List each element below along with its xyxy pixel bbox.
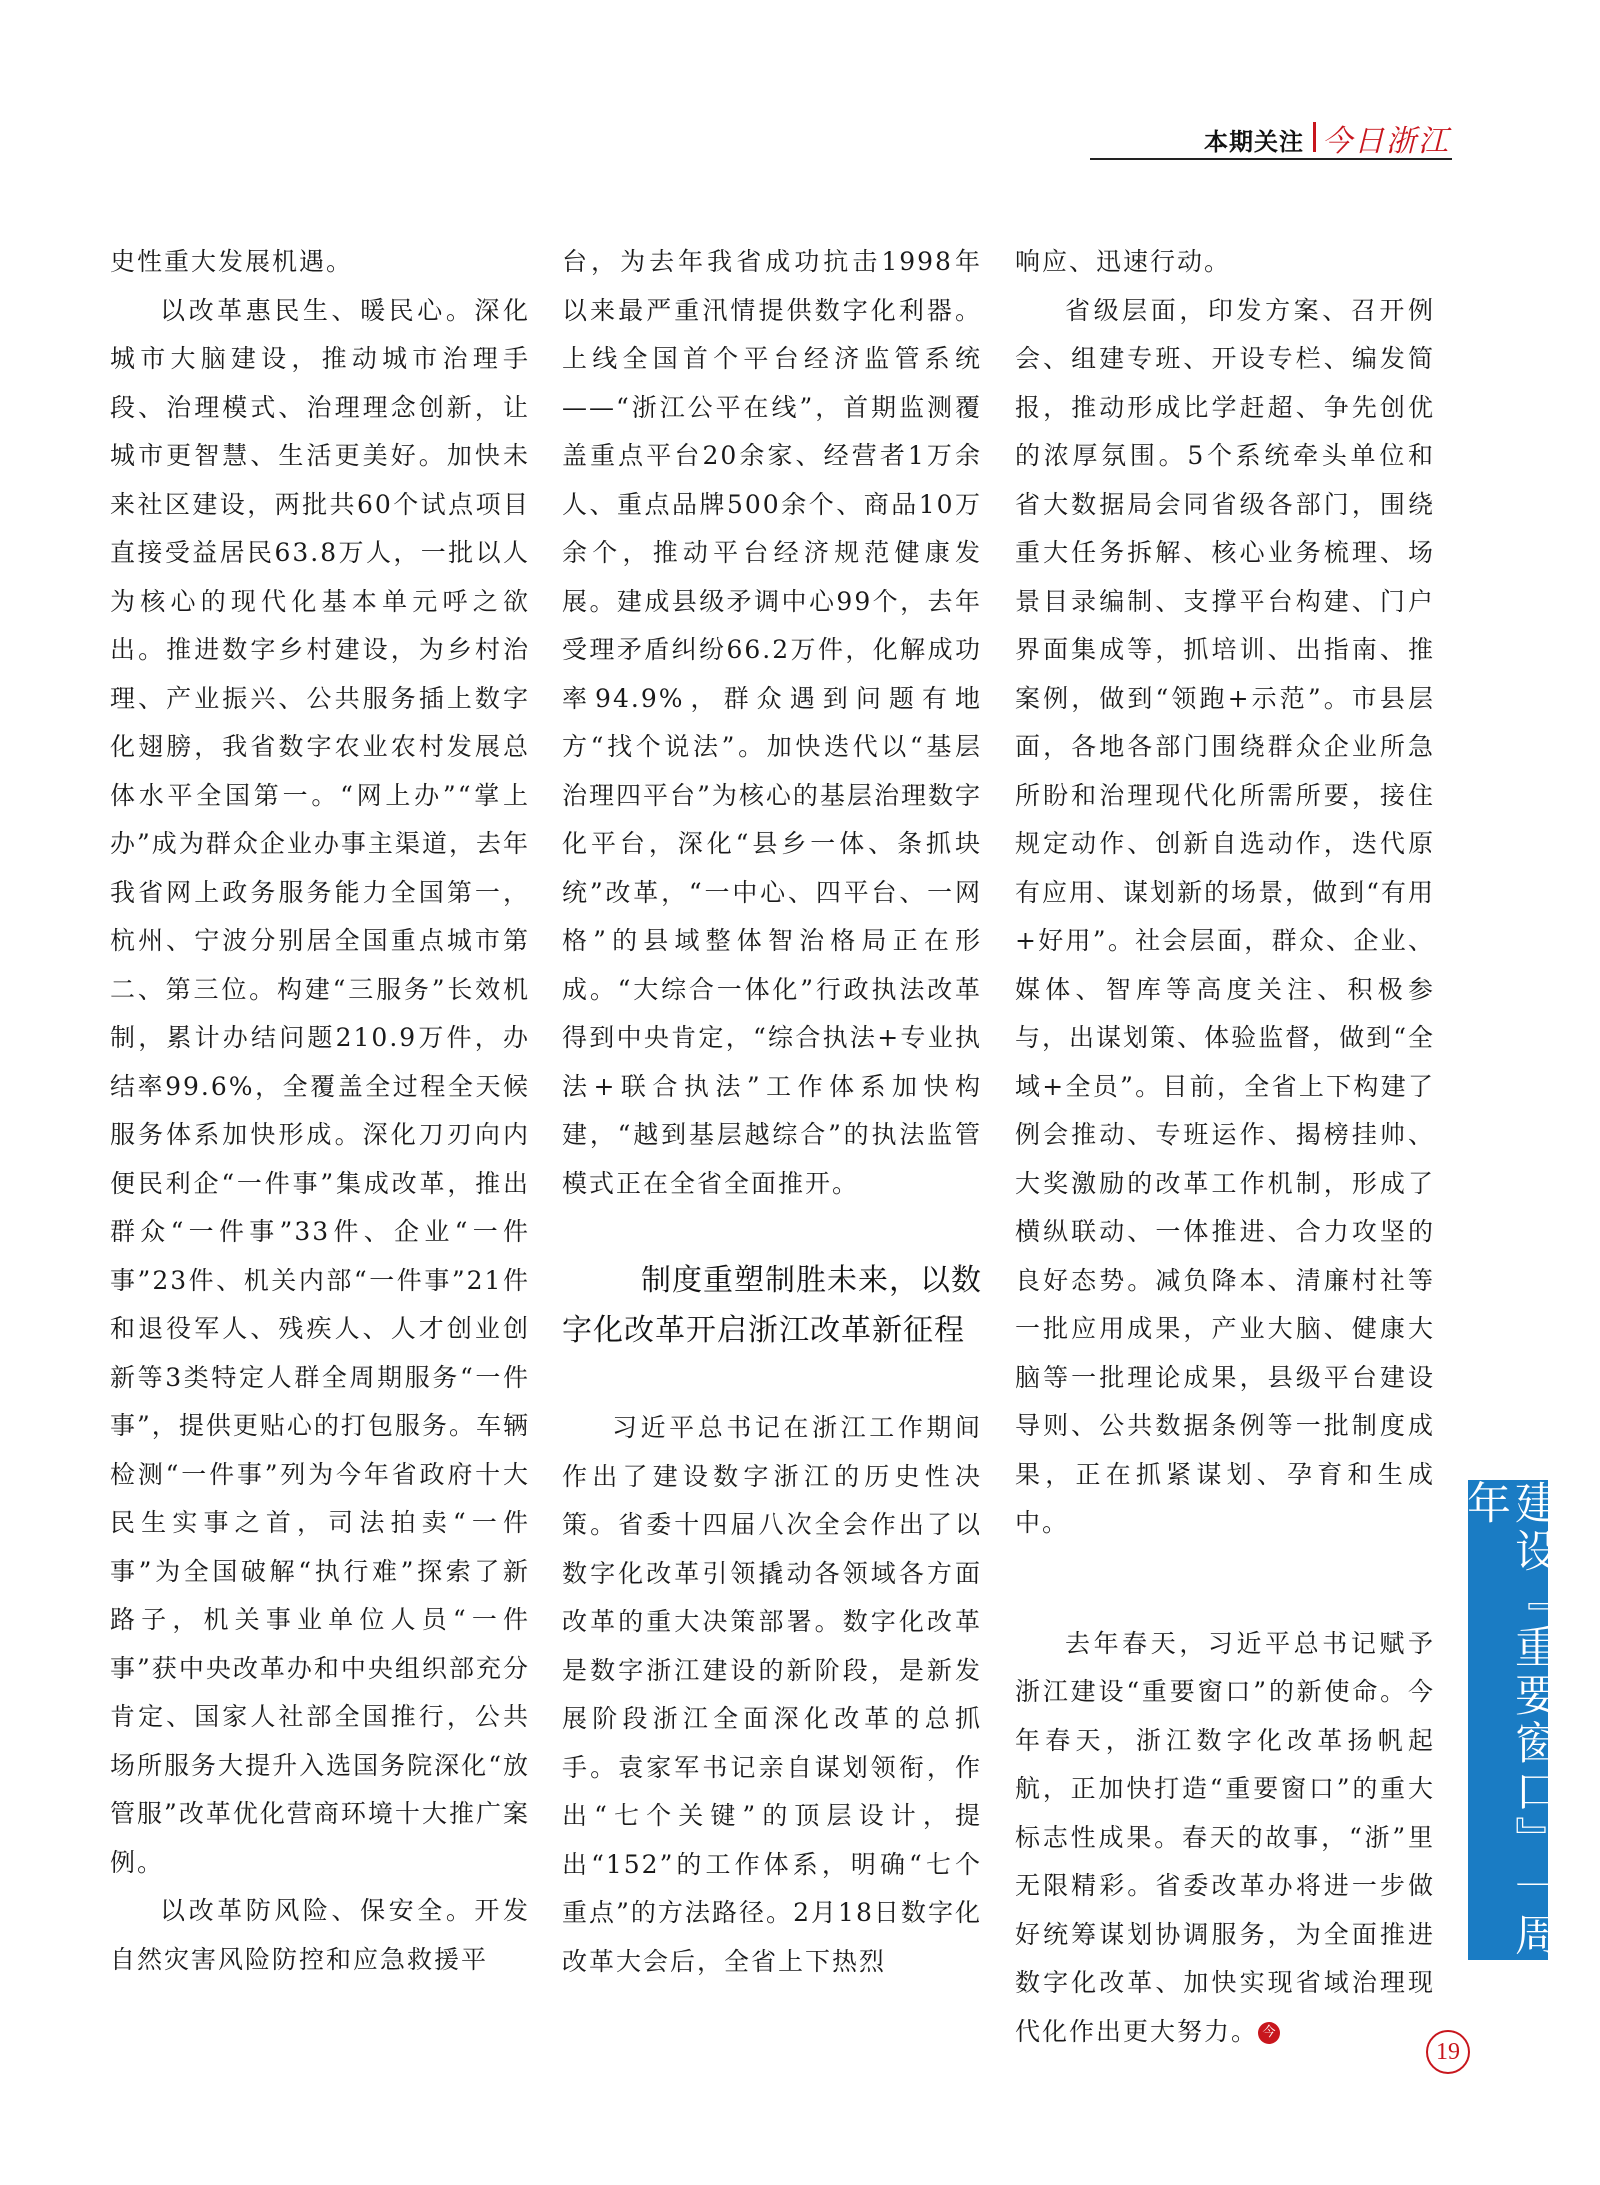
paragraph: 以改革防风险、保安全。开发自然灾害风险防控和应急救援平 (110, 1896, 530, 1974)
paragraph: 省级层面，印发方案、召开例会、组建专班、开设专栏、编发简报，推动形成比学赶超、争先创优的浓厚氛围。5个系统牵头单位和省大数据局会同省级各部门，围绕重大任务拆解、核心业务梳理、场景目录编制、支撑平台构建、门户界面集成等，抓培训、出指南、推案例，做到“领跑+示范”。市县层面，各地各部门围绕群众企业所急所盼和治理现代化所需所要，接住规定动作、创新自选动作，迭代原有应用、谋划新的场景，做到“有用+好用”。社会层面，群众、企业、媒体、智库等高度关注、积极参与，出谋划策、体验监督，做到“全域+全员”。目前，全省上下构建了例会推动、专班运作、揭榜挂帅、大奖激励的改革工作机制，形成了横纵联动、一体推进、合力攻坚的良好态势。减负降本、清廉村社等一批应用成果，产业大脑、健康大脑等一批理论成果，县级平台建设导则、公共数据条例等一批制度成果，正在抓紧谋划、孕育和生成中。 (1015, 295, 1435, 1537)
page-number: 19 (1426, 2030, 1470, 2074)
section-heading (562, 1256, 982, 1356)
end-mark-icon: 今 (1258, 2022, 1280, 2044)
section-heading-line-2: 字化改革开启浙江改革新征程 (562, 1313, 965, 1348)
magazine-logo: 今日浙江 (1322, 124, 1450, 159)
paragraph: 以改革惠民生、暖民心。深化城市大脑建设，推动城市治理手段、治理模式、治理理念创新，让城市更智慧、生活更美好。加快未来社区建设，两批共60个试点项目直接受益居民63.8万人，一批以人为核心的现代化基本单元呼之欲出。推进数字乡村建设，为乡村治理、产业振兴、公共服务插上数字化翅膀，我省数字农业农村发展总体水平全国第一。“网上办”“掌上办”成为群众企业办事主渠道，去年我省网上政务服务能力全国第一，杭州、宁波分别居全国重点城市第二、第三位。构建“三服务”长效机制，累计办结问题210.9万件，办结率99.6%，全覆盖全过程全天候服务体系加快形成。深化刀刃向内便民利企“一件事”集成改革，推出群众“一件事”33件、企业“一件事”23件、机关内部“一件事”21件和退役军人、残疾人、人才创业创新等3类特定人群全周期服务“一件事”，提供更贴心的打包服务。车辆检测“一件事”列为今年省政府十大民生实事之首，司法拍卖“一件事”为全国破解“执行难”探索了新路子，机关事业单位人员“一件事”获中央改革办和中央组织部充分肯定、国家人社部全国推行，公共场所服务大提升入选国务院深化“放管服”改革优化营商环境十大推广案例。 (110, 295, 530, 1877)
closing-paragraph (1015, 1620, 1435, 2057)
section-label: 本期关注 (1204, 128, 1304, 156)
article-column-3 (1015, 238, 1435, 2056)
article-column-2 (562, 238, 982, 1986)
section-heading-line-1: 制度重塑制胜未来，以数 (641, 1263, 982, 1298)
paragraph: 响应、迅速行动。 (1015, 247, 1232, 276)
spacer (562, 1208, 982, 1256)
article-column-1 (110, 238, 530, 1984)
paragraph: 史性重大发展机遇。 (110, 247, 354, 276)
sidebar-banner (1459, 1480, 1558, 1960)
sidebar-banner-text: 建设『重要窗口』一周年 (1459, 1480, 1558, 1960)
header-divider (1313, 122, 1316, 152)
paragraph: 习近平总书记在浙江工作期间作出了建设数字浙江的历史性决策。省委十四届八次全会作出了以数字化改革引领撬动各领域各方面改革的重大决策部署。数字化改革是数字浙江建设的新阶段，是新发展阶段浙江全面深化改革的总抓手。袁家军书记亲自谋划领衔，作出“七个关键”的顶层设计，提出“152”的工作体系，明确“七个重点”的方法路径。2月18日数字化改革大会后，全省上下热烈 (562, 1413, 982, 1976)
spacer (562, 1356, 982, 1404)
spacer (1015, 1548, 1435, 1620)
closing-paragraph-text: 去年春天，习近平总书记赋予浙江建设“重要窗口”的新使命。今年春天，浙江数字化改革扬帆起航，正加快打造“重要窗口”的重大标志性成果。春天的故事，“浙”里无限精彩。省委改革办将进一步做好统筹谋划协调服务，为全面推进数字化改革、加快实现省域治理现代化作出更大努力。 (1015, 1628, 1435, 2046)
page-header (1090, 118, 1452, 160)
paragraph: 台，为去年我省成功抗击1998年以来最严重汛情提供数字化利器。上线全国首个平台经济监管系统——“浙江公平在线”，首期监测覆盖重点平台20余家、经营者1万余人、重点品牌500余个、商品10万余个，推动平台经济规范健康发展。建成县级矛调中心99个，去年受理矛盾纠纷66.2万件，化解成功率94.9%，群众遇到问题有地方“找个说法”。加快迭代以“基层治理四平台”为核心的基层治理数字化平台，深化“县乡一体、条抓块统”改革，“一中心、四平台、一网格”的县域整体智治格局正在形成。“大综合一体化”行政执法改革得到中央肯定，“综合执法+专业执法+联合执法”工作体系加快构建，“越到基层越综合”的执法监管模式正在全省全面推开。 (562, 247, 982, 1198)
